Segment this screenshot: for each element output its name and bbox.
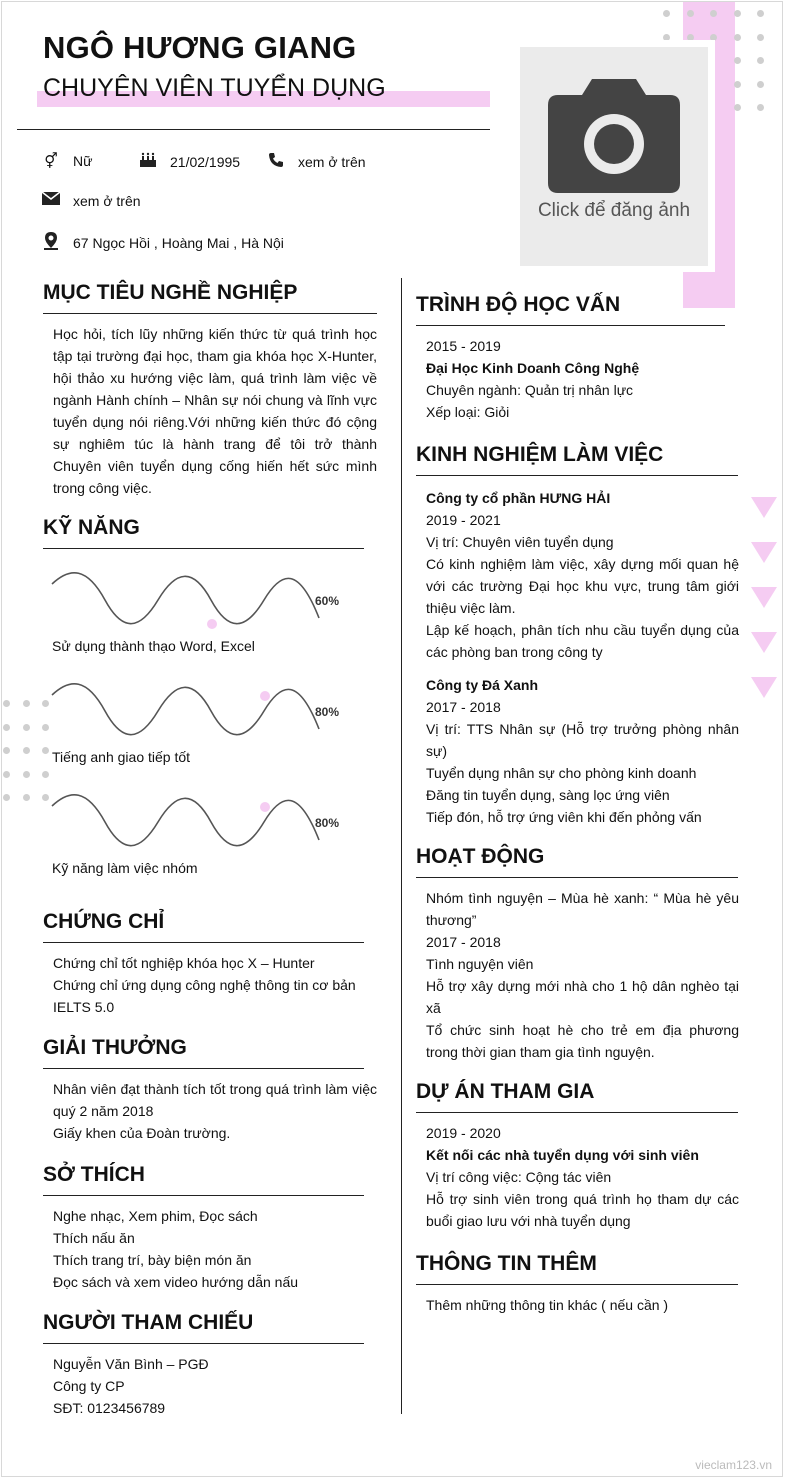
section-heading-projects: DỰ ÁN THAM GIA (416, 1080, 595, 1103)
hobby-item: Đọc sách và xem video hướng dẫn nấu (53, 1274, 299, 1290)
envelope-icon (41, 192, 61, 209)
project-name: Kết nối các nhà tuyển dụng với sinh viên (426, 1147, 699, 1163)
skill-chart-2 (47, 681, 327, 741)
section-heading-references: NGƯỜI THAM CHIẾU (43, 1311, 254, 1334)
section-heading-more-info: THÔNG TIN THÊM (416, 1252, 597, 1275)
section-line (43, 548, 364, 549)
photo-upload[interactable] (520, 47, 708, 266)
job-description: Đăng tin tuyển dụng, sàng lọc ứng viên (426, 787, 670, 803)
hobby-item: Thích trang trí, bày biện món ăn (53, 1252, 252, 1268)
section-heading-certificates: CHỨNG CHỈ (43, 910, 165, 933)
cv-page (1, 1, 783, 1477)
awards-list (53, 1078, 377, 1144)
skill-wave (52, 573, 319, 624)
phone-value: xem ở trên (298, 154, 366, 170)
gender-icon: ⚥ (44, 153, 58, 170)
skill-label: Sử dụng thành thạo Word, Excel (52, 638, 255, 654)
skill-wave (52, 795, 319, 846)
section-line (43, 1343, 364, 1344)
job-position: Vị trí: TTS Nhân sự (Hỗ trợ trưởng phòng nhân sự) (426, 721, 739, 759)
section-line (416, 325, 725, 326)
section-line (43, 1195, 364, 1196)
job-description: Có kinh nghiệm làm việc, xây dựng mối quan hệ với các trường Đại học khu vực, trung tâm giới thiệu việc làm. (426, 556, 739, 616)
triangle-decoration (751, 497, 777, 698)
job-description: Tiếp đón, hỗ trợ ứng viên khi đến phỏng vấn (426, 809, 702, 825)
experience-job-1 (426, 487, 739, 663)
job-description: Lập kế hoạch, phân tích nhu cầu tuyển dụng của các phòng ban trong công ty (426, 622, 739, 660)
skill-percent: 60% (315, 594, 340, 608)
references-list (53, 1353, 377, 1419)
job-position: Vị trí: Chuyên viên tuyển dụng (426, 534, 614, 550)
section-line (416, 1284, 738, 1285)
section-line (416, 475, 738, 476)
section-heading-objective: MỤC TIÊU NGHỀ NGHIỆP (43, 281, 298, 304)
skill-label: Tiếng anh giao tiếp tốt (52, 749, 191, 765)
job-title: CHUYÊN VIÊN TUYỂN DỤNG (43, 74, 386, 102)
job-period: 2017 - 2018 (426, 699, 501, 715)
education-grade: Xếp loại: Giỏi (426, 404, 510, 420)
award-item: Nhân viên đạt thành tích tốt trong quá trình làm việc quý 2 năm 2018 (53, 1081, 377, 1119)
certificate-item: Chứng chỉ tốt nghiệp khóa học X – Hunter (53, 955, 315, 971)
cake-icon (138, 152, 158, 172)
section-line (416, 877, 738, 878)
camera-icon (520, 47, 708, 197)
contact-address (41, 232, 284, 254)
section-heading-activities: HOẠT ĐỘNG (416, 845, 545, 868)
photo-upload-label[interactable]: Click để đăng ảnh (537, 200, 691, 221)
activity-description: Hỗ trợ xây dựng mới nhà cho 1 hộ dân nghèo tại xã (426, 978, 739, 1016)
phone-icon (266, 152, 286, 172)
skill-level-dot (260, 802, 270, 812)
job-period: 2019 - 2021 (426, 512, 501, 528)
section-heading-education: TRÌNH ĐỘ HỌC VẤN (416, 293, 621, 316)
certificate-item: IELTS 5.0 (53, 999, 115, 1015)
watermark: vieclam123.vn (695, 1458, 772, 1472)
column-divider (401, 278, 402, 1414)
hobby-item: Thích nấu ăn (53, 1230, 135, 1246)
contact-birthday (138, 152, 240, 172)
skill-level-dot (260, 691, 270, 701)
section-heading-awards: GIẢI THƯỞNG (43, 1036, 187, 1059)
skill-wave (52, 684, 319, 735)
hobby-item: Nghe nhạc, Xem phim, Đọc sách (53, 1208, 258, 1224)
activity-period: 2017 - 2018 (426, 934, 501, 950)
activity-role: Tình nguyện viên (426, 956, 534, 972)
section-heading-hobbies: SỞ THÍCH (43, 1163, 145, 1186)
section-heading-skills: KỸ NĂNG (43, 516, 140, 539)
email-value: xem ở trên (73, 192, 141, 209)
candidate-name: NGÔ HƯƠNG GIANG (43, 30, 357, 65)
activity-description: Tổ chức sinh hoạt hè cho trẻ em địa phương trong thời gian tham gia tình nguyện. (426, 1022, 739, 1060)
job-description: Tuyển dụng nhân sự cho phòng kinh doanh (426, 765, 697, 781)
objective-text: Học hỏi, tích lũy những kiến thức từ quá trình học tập tại trường đại học, tham gia khóa học X-Hunter, hội thảo xu hướng việc làm, quá trình làm việc về ngành Hành chính – Nhân sự nói chung và lĩnh vực tuyển dụng nói riêng.Với những kiến thức đó cộng sự nghiêm túc là hành trang để tôi trở thành Chuyên viên tuyển dụng cống hiến hết sức mình trong công việc. (53, 326, 377, 496)
birthday-value: 21/02/1995 (170, 154, 241, 170)
more-info-text: Thêm những thông tin khác ( nếu cần ) (426, 1297, 669, 1313)
experience-job-2 (426, 674, 739, 828)
skill-chart-3 (47, 792, 327, 852)
job-company: Công ty cổ phần HƯNG HẢI (426, 490, 611, 506)
contact-phone (266, 152, 366, 172)
section-line (43, 942, 364, 943)
certificates-list (53, 952, 377, 1018)
address-value: 67 Ngọc Hồi , Hoàng Mai , Hà Nội (73, 235, 284, 251)
section-line (416, 1112, 738, 1113)
skill-percent: 80% (315, 816, 340, 830)
award-item: Giấy khen của Đoàn trường. (53, 1125, 231, 1141)
certificate-item: Chứng chỉ ứng dụng công nghệ thông tin cơ bản (53, 977, 356, 993)
education-school: Đại Học Kinh Doanh Công Nghệ (426, 360, 640, 376)
section-line (43, 1068, 364, 1069)
skill-label: Kỹ năng làm việc nhóm (52, 860, 198, 876)
reference-item: Nguyễn Văn Bình – PGĐ (53, 1356, 209, 1372)
reference-item: SĐT: 0123456789 (53, 1400, 166, 1416)
section-line (43, 313, 377, 314)
section-heading-experience: KINH NGHIỆM LÀM VIỆC (416, 443, 664, 466)
header-divider (17, 129, 490, 130)
skill-percent: 80% (315, 705, 340, 719)
projects-block (426, 1122, 739, 1232)
activities-block (426, 887, 739, 1063)
education-major: Chuyên ngành: Quản trị nhân lực (426, 382, 634, 398)
education-block (426, 335, 739, 423)
job-company: Công ty Đá Xanh (426, 677, 539, 693)
skill-level-dot (207, 619, 217, 629)
contact-email (41, 192, 141, 209)
hobbies-list (53, 1205, 377, 1293)
gender-value: Nữ (73, 153, 93, 169)
contact-gender (41, 152, 92, 170)
project-position: Vị trí công việc: Cộng tác viên (426, 1169, 612, 1185)
location-pin-icon (41, 232, 61, 254)
education-period: 2015 - 2019 (426, 338, 501, 354)
activity-org: Nhóm tình nguyện – Mùa hè xanh: “ Mùa hè yêu thương” (426, 890, 739, 928)
project-period: 2019 - 2020 (426, 1125, 501, 1141)
skill-chart-1 (47, 570, 327, 630)
reference-item: Công ty CP (53, 1378, 125, 1394)
project-description: Hỗ trợ sinh viên trong quá trình họ tham dự các buổi giao lưu với nhà tuyển dụng (426, 1191, 739, 1229)
